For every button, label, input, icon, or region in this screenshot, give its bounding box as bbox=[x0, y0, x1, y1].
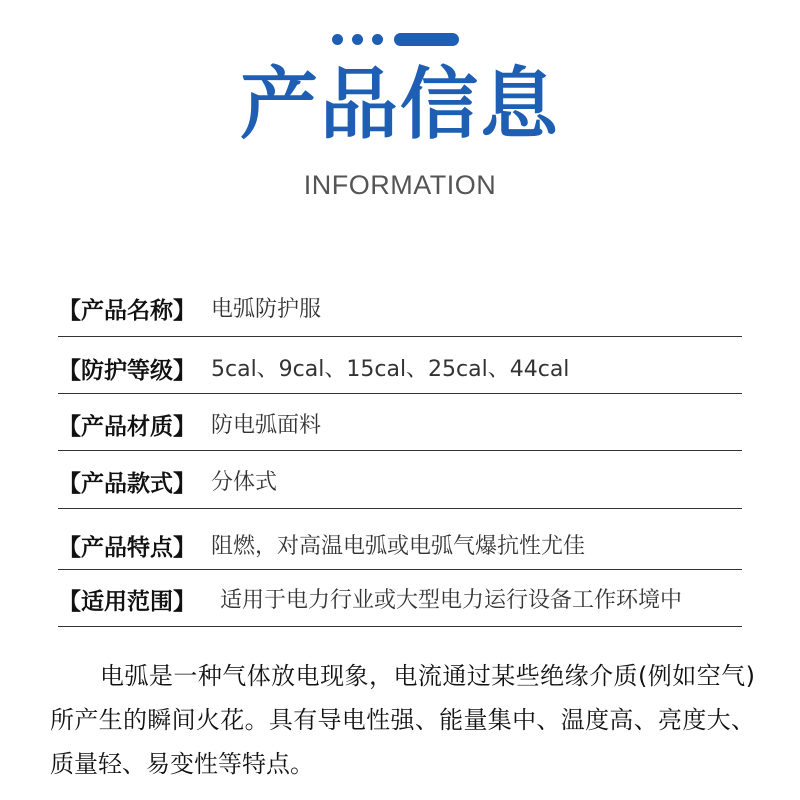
spec-value: 电弧防护服 bbox=[211, 297, 322, 322]
spec-label: 【产品名称】 bbox=[58, 298, 196, 324]
spec-value: 防电弧面料 bbox=[211, 413, 322, 438]
decoration-dot bbox=[352, 34, 363, 45]
spec-row-features bbox=[58, 509, 742, 570]
spec-row-name bbox=[58, 280, 742, 337]
spec-label: 【防护等级】 bbox=[58, 358, 196, 384]
decoration-bar bbox=[394, 33, 459, 46]
spec-label: 【适用范围】 bbox=[58, 589, 196, 615]
spec-row-level bbox=[58, 337, 742, 394]
spec-value: 分体式 bbox=[211, 470, 278, 495]
spec-row-scope bbox=[58, 570, 742, 627]
title-decoration bbox=[332, 32, 459, 46]
decoration-dot bbox=[372, 34, 383, 45]
description-paragraph: 电弧是一种气体放电现象，电流通过某些绝缘介质(例如空气)所产生的瞬间火花。具有导电性强、能量集中、温度高、亮度大、质量轻、易变性等特点。 bbox=[50, 662, 755, 778]
spec-label: 【产品特点】 bbox=[58, 535, 196, 561]
spec-label: 【产品款式】 bbox=[58, 471, 196, 497]
page-title: 产品信息 bbox=[239, 60, 560, 150]
spec-row-material bbox=[58, 394, 742, 451]
page-subtitle: INFORMATION bbox=[303, 170, 497, 200]
spec-table bbox=[58, 280, 742, 627]
spec-row-style bbox=[58, 451, 742, 509]
spec-label: 【产品材质】 bbox=[58, 414, 196, 440]
spec-value: 5cal、9cal、15cal、25cal、44cal bbox=[211, 357, 570, 382]
decoration-dot bbox=[332, 34, 343, 45]
spec-value: 阻燃，对高温电弧或电弧气爆抗性尤佳 bbox=[211, 534, 586, 559]
spec-value: 适用于电力行业或大型电力运行设备工作环境中 bbox=[220, 588, 683, 613]
